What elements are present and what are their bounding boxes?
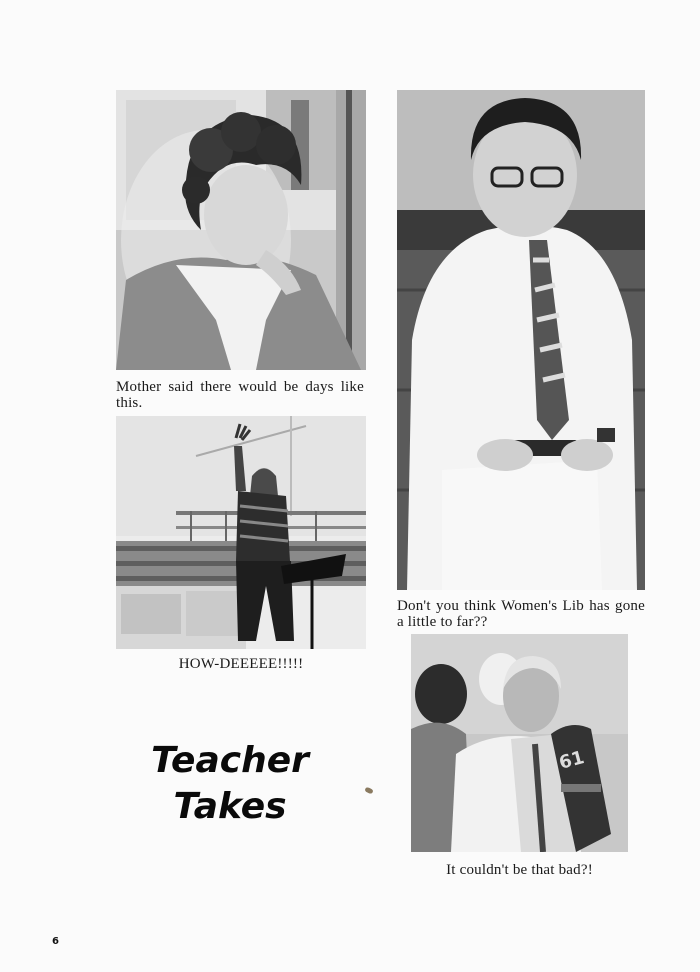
photo-man-in-tie <box>397 90 645 590</box>
section-title <box>150 738 310 830</box>
caption-photo3: HOW-DEEEEE!!!!! <box>178 656 304 672</box>
caption-photo1: Mother said there would be days like this. <box>116 379 364 411</box>
title-line-1: Teacher <box>151 740 309 781</box>
caption-photo4: It couldn't be that bad?! <box>446 862 593 878</box>
page-number: 6 <box>52 936 59 947</box>
photo-man-outdoors <box>411 634 628 852</box>
photo-woman-curly-hair <box>116 90 366 370</box>
photo-teacher-raising-hand <box>116 416 366 649</box>
print-speck <box>364 787 373 795</box>
title-line-2: Takes <box>173 786 287 827</box>
svg-text:61: 61 <box>556 747 587 774</box>
caption-photo2: Don't you think Women's Lib has gone a little to far?? <box>397 598 645 630</box>
